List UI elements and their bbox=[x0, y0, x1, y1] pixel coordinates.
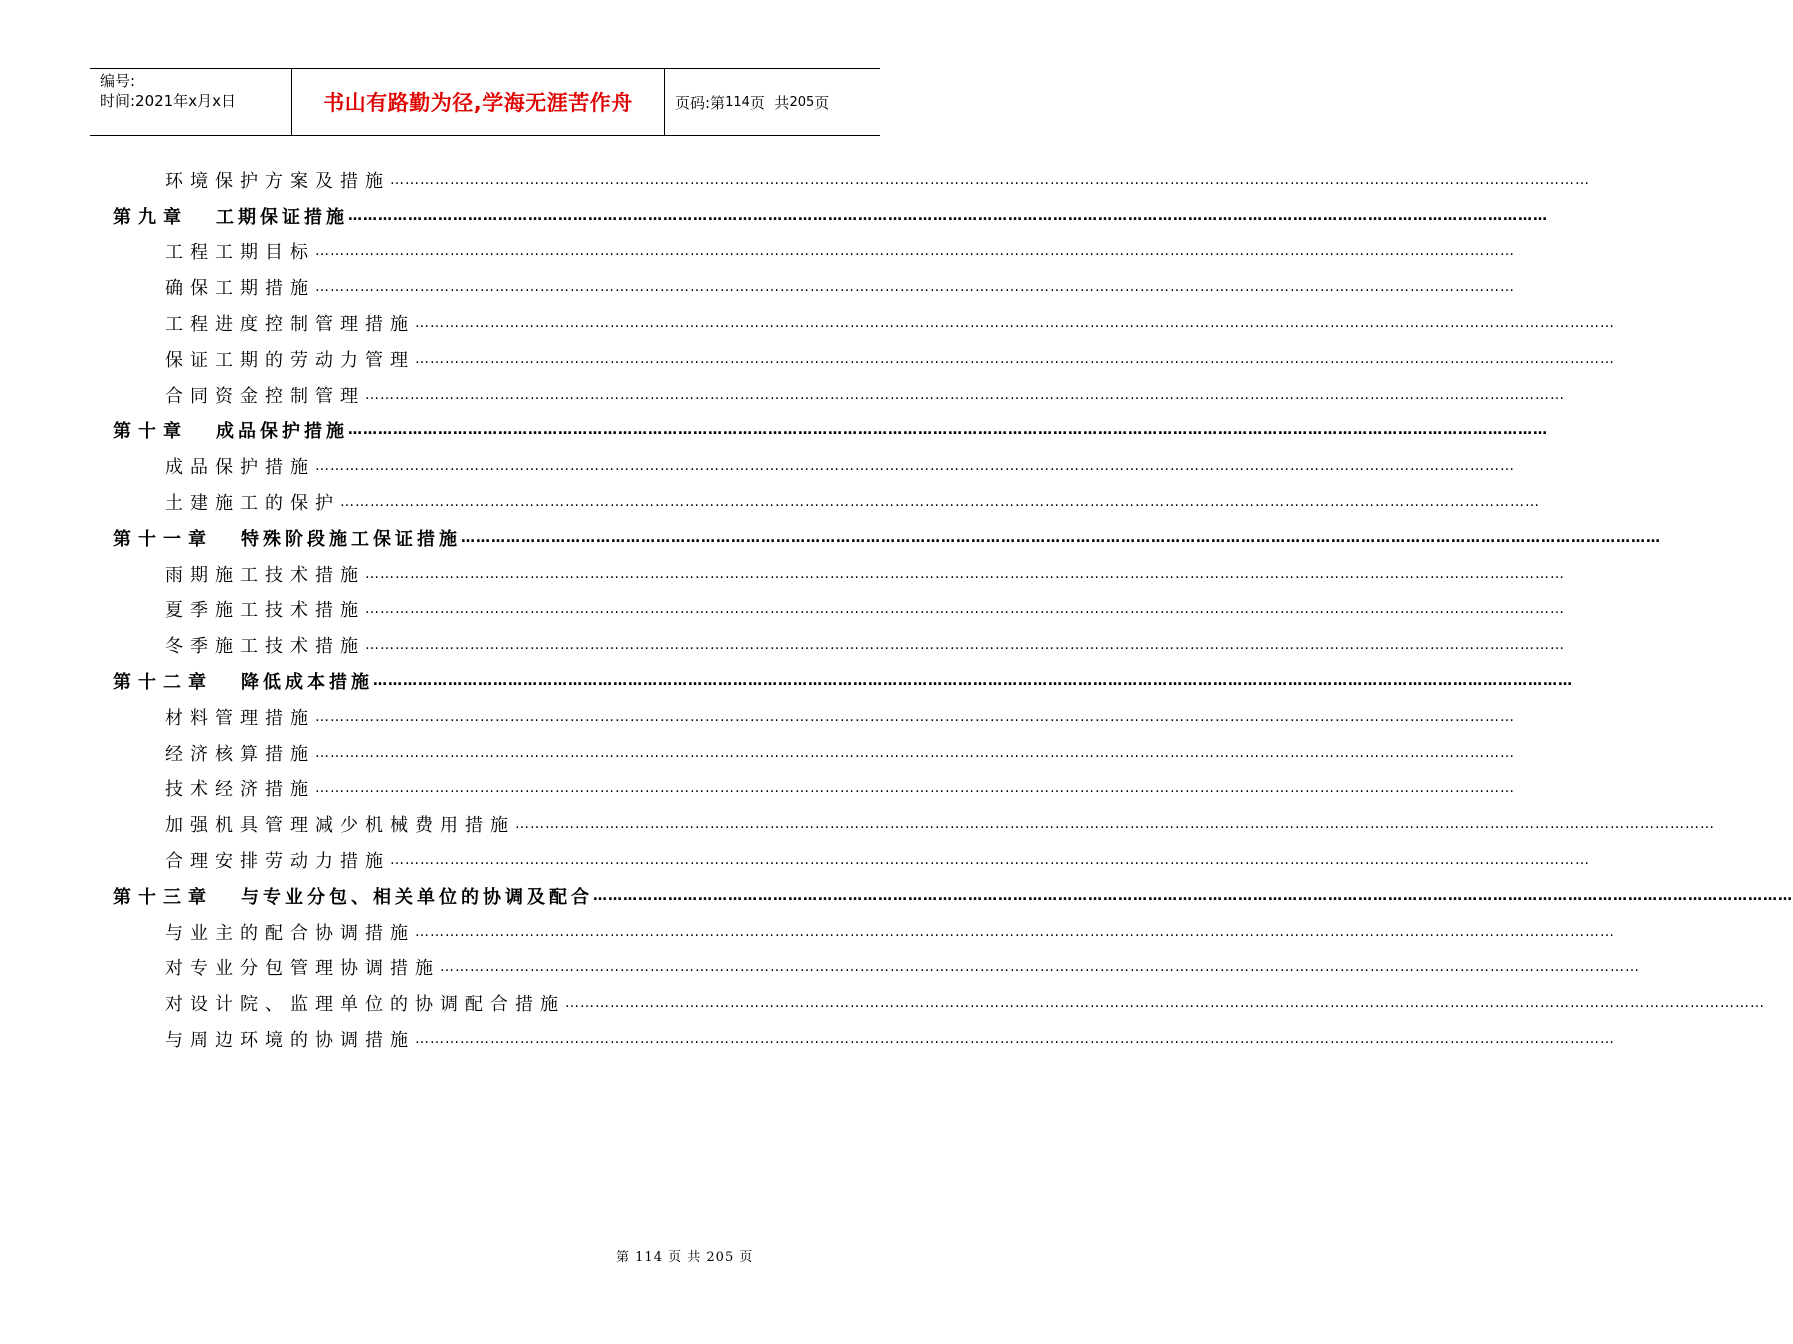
toc-entry-row bbox=[0, 806, 1715, 842]
section-title: 加强机具管理减少机械费用措施 bbox=[165, 815, 515, 837]
dot-leader: …………………………………………………………………………………………………………………………………………………………………………………………………………………… bbox=[390, 171, 1590, 188]
section-title: 合理安排劳动力措施 bbox=[165, 851, 390, 873]
page-prefix: 页码:第 bbox=[675, 93, 726, 112]
footer-mid: 页 共 bbox=[668, 1250, 702, 1265]
toc-entry bbox=[165, 238, 1515, 264]
section-title: 对设计院、监理单位的协调配合措施 bbox=[165, 994, 565, 1016]
toc-chapter-row bbox=[0, 878, 1793, 914]
toc-entry bbox=[165, 167, 1590, 193]
section-title: 保证工期的劳动力管理 bbox=[165, 349, 415, 371]
dot-leader: …………………………………………………………………………………………………………………………………………………………………………………………………………………… bbox=[415, 315, 1615, 332]
dot-leader: …………………………………………………………………………………………………………………………………………………………………………………………………………………… bbox=[315, 708, 1515, 725]
section-title: 工程进度控制管理措施 bbox=[165, 314, 415, 336]
header-meta bbox=[90, 69, 292, 135]
dot-leader: …………………………………………………………………………………………………………………………………………………………………………………………………………………… bbox=[348, 207, 1548, 224]
page-header bbox=[90, 68, 880, 136]
section-title: 工程工期目标 bbox=[165, 242, 315, 264]
toc-entry-row bbox=[0, 556, 1565, 592]
chapter-title: 工期保证措施 bbox=[216, 206, 348, 228]
dot-leader: …………………………………………………………………………………………………………………………………………………………………………………………………………………… bbox=[365, 565, 1565, 582]
header-motto-cell bbox=[292, 69, 665, 135]
dot-leader: …………………………………………………………………………………………………………………………………………………………………………………………………………………… bbox=[373, 673, 1573, 690]
dot-leader: …………………………………………………………………………………………………………………………………………………………………………………………………………………… bbox=[315, 458, 1515, 475]
header-motto: 书山有路勤为径,学海无涯苦作舟 bbox=[323, 91, 633, 115]
dot-leader: …………………………………………………………………………………………………………………………………………………………………………………………………………………… bbox=[315, 279, 1515, 296]
number-label: 编号: bbox=[100, 72, 136, 90]
time-label: 时间:2021年x月x日 bbox=[100, 92, 236, 110]
toc-entry bbox=[165, 632, 1565, 658]
footer-prefix: 第 bbox=[616, 1250, 631, 1265]
toc-entry-row bbox=[0, 914, 1615, 950]
chapter-number: 第十章 bbox=[113, 421, 188, 443]
chapter-number: 第九章 bbox=[113, 206, 188, 228]
section-title: 经济核算措施 bbox=[165, 743, 315, 765]
toc-entry bbox=[165, 346, 1615, 372]
dot-leader: …………………………………………………………………………………………………………………………………………………………………………………………………………………… bbox=[390, 852, 1590, 869]
dot-leader: …………………………………………………………………………………………………………………………………………………………………………………………………………………… bbox=[415, 350, 1615, 367]
toc-entry-row bbox=[0, 950, 1640, 986]
footer-suffix: 页 bbox=[739, 1250, 754, 1265]
dot-leader: …………………………………………………………………………………………………………………………………………………………………………………………………………………… bbox=[348, 422, 1548, 439]
dot-leader: …………………………………………………………………………………………………………………………………………………………………………………………………………………… bbox=[315, 780, 1515, 797]
dot-leader: …………………………………………………………………………………………………………………………………………………………………………………………………………………… bbox=[340, 494, 1540, 511]
toc-entry bbox=[165, 811, 1715, 837]
toc-entry bbox=[165, 453, 1515, 479]
toc-entry bbox=[165, 382, 1565, 408]
page-number: 114 bbox=[725, 94, 750, 110]
toc-entry-row bbox=[0, 269, 1515, 305]
section-title: 雨期施工技术措施 bbox=[165, 564, 365, 586]
dot-leader: …………………………………………………………………………………………………………………………………………………………………………………………………………………… bbox=[315, 243, 1515, 260]
toc-entry-row bbox=[0, 771, 1515, 807]
section-title: 确保工期措施 bbox=[165, 278, 315, 300]
page-mid: 页 共 bbox=[749, 93, 790, 112]
footer-page-total: 205 bbox=[706, 1250, 735, 1265]
dot-leader: …………………………………………………………………………………………………………………………………………………………………………………………………………………… bbox=[440, 959, 1640, 976]
toc-entry bbox=[165, 1026, 1615, 1052]
toc-entry-row bbox=[0, 699, 1515, 735]
table-of-contents bbox=[0, 162, 1793, 1057]
section-title: 夏季施工技术措施 bbox=[165, 600, 365, 622]
toc-chapter-row bbox=[0, 413, 1548, 449]
toc-entry bbox=[165, 990, 1765, 1016]
toc-entry bbox=[113, 883, 1793, 909]
footer-page-number: 114 bbox=[635, 1250, 663, 1265]
toc-entry-row bbox=[0, 1021, 1615, 1057]
section-title: 环境保护方案及措施 bbox=[165, 170, 390, 192]
dot-leader: …………………………………………………………………………………………………………………………………………………………………………………………………………………… bbox=[415, 923, 1615, 940]
section-title: 材料管理措施 bbox=[165, 707, 315, 729]
dot-leader: …………………………………………………………………………………………………………………………………………………………………………………………………………………… bbox=[515, 816, 1715, 833]
page-footer bbox=[616, 1246, 753, 1265]
chapter-number: 第十三章 bbox=[113, 886, 213, 908]
toc-entry bbox=[165, 274, 1515, 300]
toc-entry bbox=[165, 489, 1540, 515]
section-title: 成品保护措施 bbox=[165, 457, 315, 479]
toc-entry-row bbox=[0, 484, 1540, 520]
toc-entry bbox=[113, 203, 1548, 229]
toc-chapter-row bbox=[0, 520, 1661, 556]
dot-leader: …………………………………………………………………………………………………………………………………………………………………………………………………………………… bbox=[365, 601, 1565, 618]
dot-leader: …………………………………………………………………………………………………………………………………………………………………………………………………………………… bbox=[461, 529, 1661, 546]
section-title: 对专业分包管理协调措施 bbox=[165, 958, 440, 980]
section-title: 与业主的配合协调措施 bbox=[165, 922, 415, 944]
dot-leader: …………………………………………………………………………………………………………………………………………………………………………………………………………………… bbox=[415, 1031, 1615, 1048]
chapter-title: 与专业分包、相关单位的协调及配合 bbox=[241, 886, 593, 908]
header-page-info bbox=[665, 69, 880, 135]
chapter-title: 特殊阶段施工保证措施 bbox=[241, 528, 461, 550]
dot-leader: …………………………………………………………………………………………………………………………………………………………………………………………………………………… bbox=[365, 386, 1565, 403]
toc-entry-row bbox=[0, 627, 1565, 663]
toc-chapter-row bbox=[0, 198, 1548, 234]
section-title: 土建施工的保护 bbox=[165, 493, 340, 515]
toc-entry bbox=[113, 417, 1548, 443]
toc-entry-row bbox=[0, 234, 1515, 270]
toc-entry bbox=[165, 704, 1515, 730]
toc-entry bbox=[165, 310, 1615, 336]
section-title: 技术经济措施 bbox=[165, 779, 315, 801]
page-total: 205 bbox=[789, 94, 815, 110]
toc-entry bbox=[165, 954, 1640, 980]
chapter-number: 第十一章 bbox=[113, 528, 213, 550]
toc-entry-row bbox=[0, 341, 1615, 377]
toc-entry-row bbox=[0, 735, 1515, 771]
page-suffix: 页 bbox=[814, 93, 830, 112]
dot-leader: …………………………………………………………………………………………………………………………………………………………………………………………………………………… bbox=[365, 637, 1565, 654]
dot-leader: …………………………………………………………………………………………………………………………………………………………………………………………………………………… bbox=[315, 744, 1515, 761]
toc-chapter-row bbox=[0, 663, 1573, 699]
toc-entry bbox=[165, 740, 1515, 766]
chapter-number: 第十二章 bbox=[113, 672, 213, 694]
section-title: 合同资金控制管理 bbox=[165, 385, 365, 407]
toc-entry-row bbox=[0, 448, 1515, 484]
toc-entry-row bbox=[0, 305, 1615, 341]
toc-entry bbox=[165, 919, 1615, 945]
toc-entry bbox=[165, 847, 1590, 873]
chapter-title: 降低成本措施 bbox=[241, 672, 373, 694]
toc-entry bbox=[165, 775, 1515, 801]
toc-entry-row bbox=[0, 592, 1565, 628]
section-title: 冬季施工技术措施 bbox=[165, 636, 365, 658]
toc-entry-row bbox=[0, 985, 1765, 1021]
toc-entry bbox=[113, 525, 1661, 551]
toc-entry bbox=[165, 561, 1565, 587]
toc-entry-row bbox=[0, 162, 1590, 198]
dot-leader: …………………………………………………………………………………………………………………………………………………………………………………………………………………… bbox=[565, 995, 1765, 1012]
section-title: 与周边环境的协调措施 bbox=[165, 1030, 415, 1052]
dot-leader: …………………………………………………………………………………………………………………………………………………………………………………………………………………… bbox=[593, 887, 1793, 904]
toc-entry bbox=[113, 668, 1573, 694]
chapter-title: 成品保护措施 bbox=[216, 421, 348, 443]
toc-entry-row bbox=[0, 842, 1590, 878]
toc-entry bbox=[165, 596, 1565, 622]
toc-entry-row bbox=[0, 377, 1565, 413]
